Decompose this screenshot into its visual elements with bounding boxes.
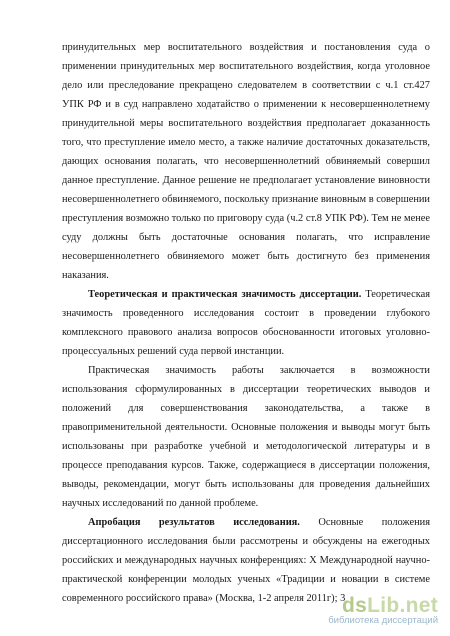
watermark	[328, 594, 438, 626]
paragraph-text: Теоретическая значимость проведенного исследования состоит в проведении глубокого комплексного правового анализа вопросов обоснованности итоговых уголовно-процессуальных решений суда первой инстанции.	[62, 289, 430, 357]
paragraph-text: принудительных мер воспитательного воздействия и постановления суда о применении принудительных мер воспитательного воздействия, когда уголовное дело или преследование прекращено следователем в соответствии с ч.1 ст.427 УПК РФ и в суд направлено ходатайство о применении к несовершеннолетнему принудительной меры воспитательного воздействия предполагает доказанность того, что преступление имело место, а также наличие достаточных доказательств, дающих основания полагать, что несовершеннолетний обвиняемый совершил данное преступление. Данное решение не предполагает установление виновности несовершеннолетнего обвиняемого, поскольку признание виновным в совершении преступления возможно только по приговору суда (ч.2 ст.8 УПК РФ). Тем не менее суду должны быть достаточные основания полагать, что исправление несовершеннолетнего обвиняемого может быть достигнуто без применения наказания.	[62, 42, 430, 281]
watermark-subtitle: библиотека диссертаций	[328, 615, 438, 626]
paragraph-2	[62, 285, 430, 361]
paragraph-1	[62, 38, 430, 285]
watermark-logo: dsLib.net	[341, 594, 438, 617]
paragraph-text: Основные положения диссертационного исследования были рассмотрены и обсуждены на ежегодных российских и международных научных конференциях: X Международной научно-практической конференции молодых ученых «Традиции и новации в системе современного российского права» (Москва, 1-2 апреля 2011г); 3	[62, 517, 430, 604]
section-heading-approbation: Апробация результатов исследования.	[88, 517, 300, 528]
section-heading-significance: Теоретическая и практическая значимость диссертации.	[88, 289, 362, 300]
paragraph-text: Практическая значимость работы заключается в возможности использования сформулированных в диссертации теоретических выводов и положений для совершенствования законодательства, а также в правоприменительной деятельности. Основные положения и выводы могут быть использованы при разработке учебной и методологической литературы и в процессе преподавания курсов. Также, содержащиеся в диссертации положения, выводы, рекомендации, могут быть использованы для проведения дальнейших научных исследований по данной проблеме.	[62, 365, 430, 509]
paragraph-3	[62, 361, 430, 513]
document-page	[62, 38, 430, 608]
